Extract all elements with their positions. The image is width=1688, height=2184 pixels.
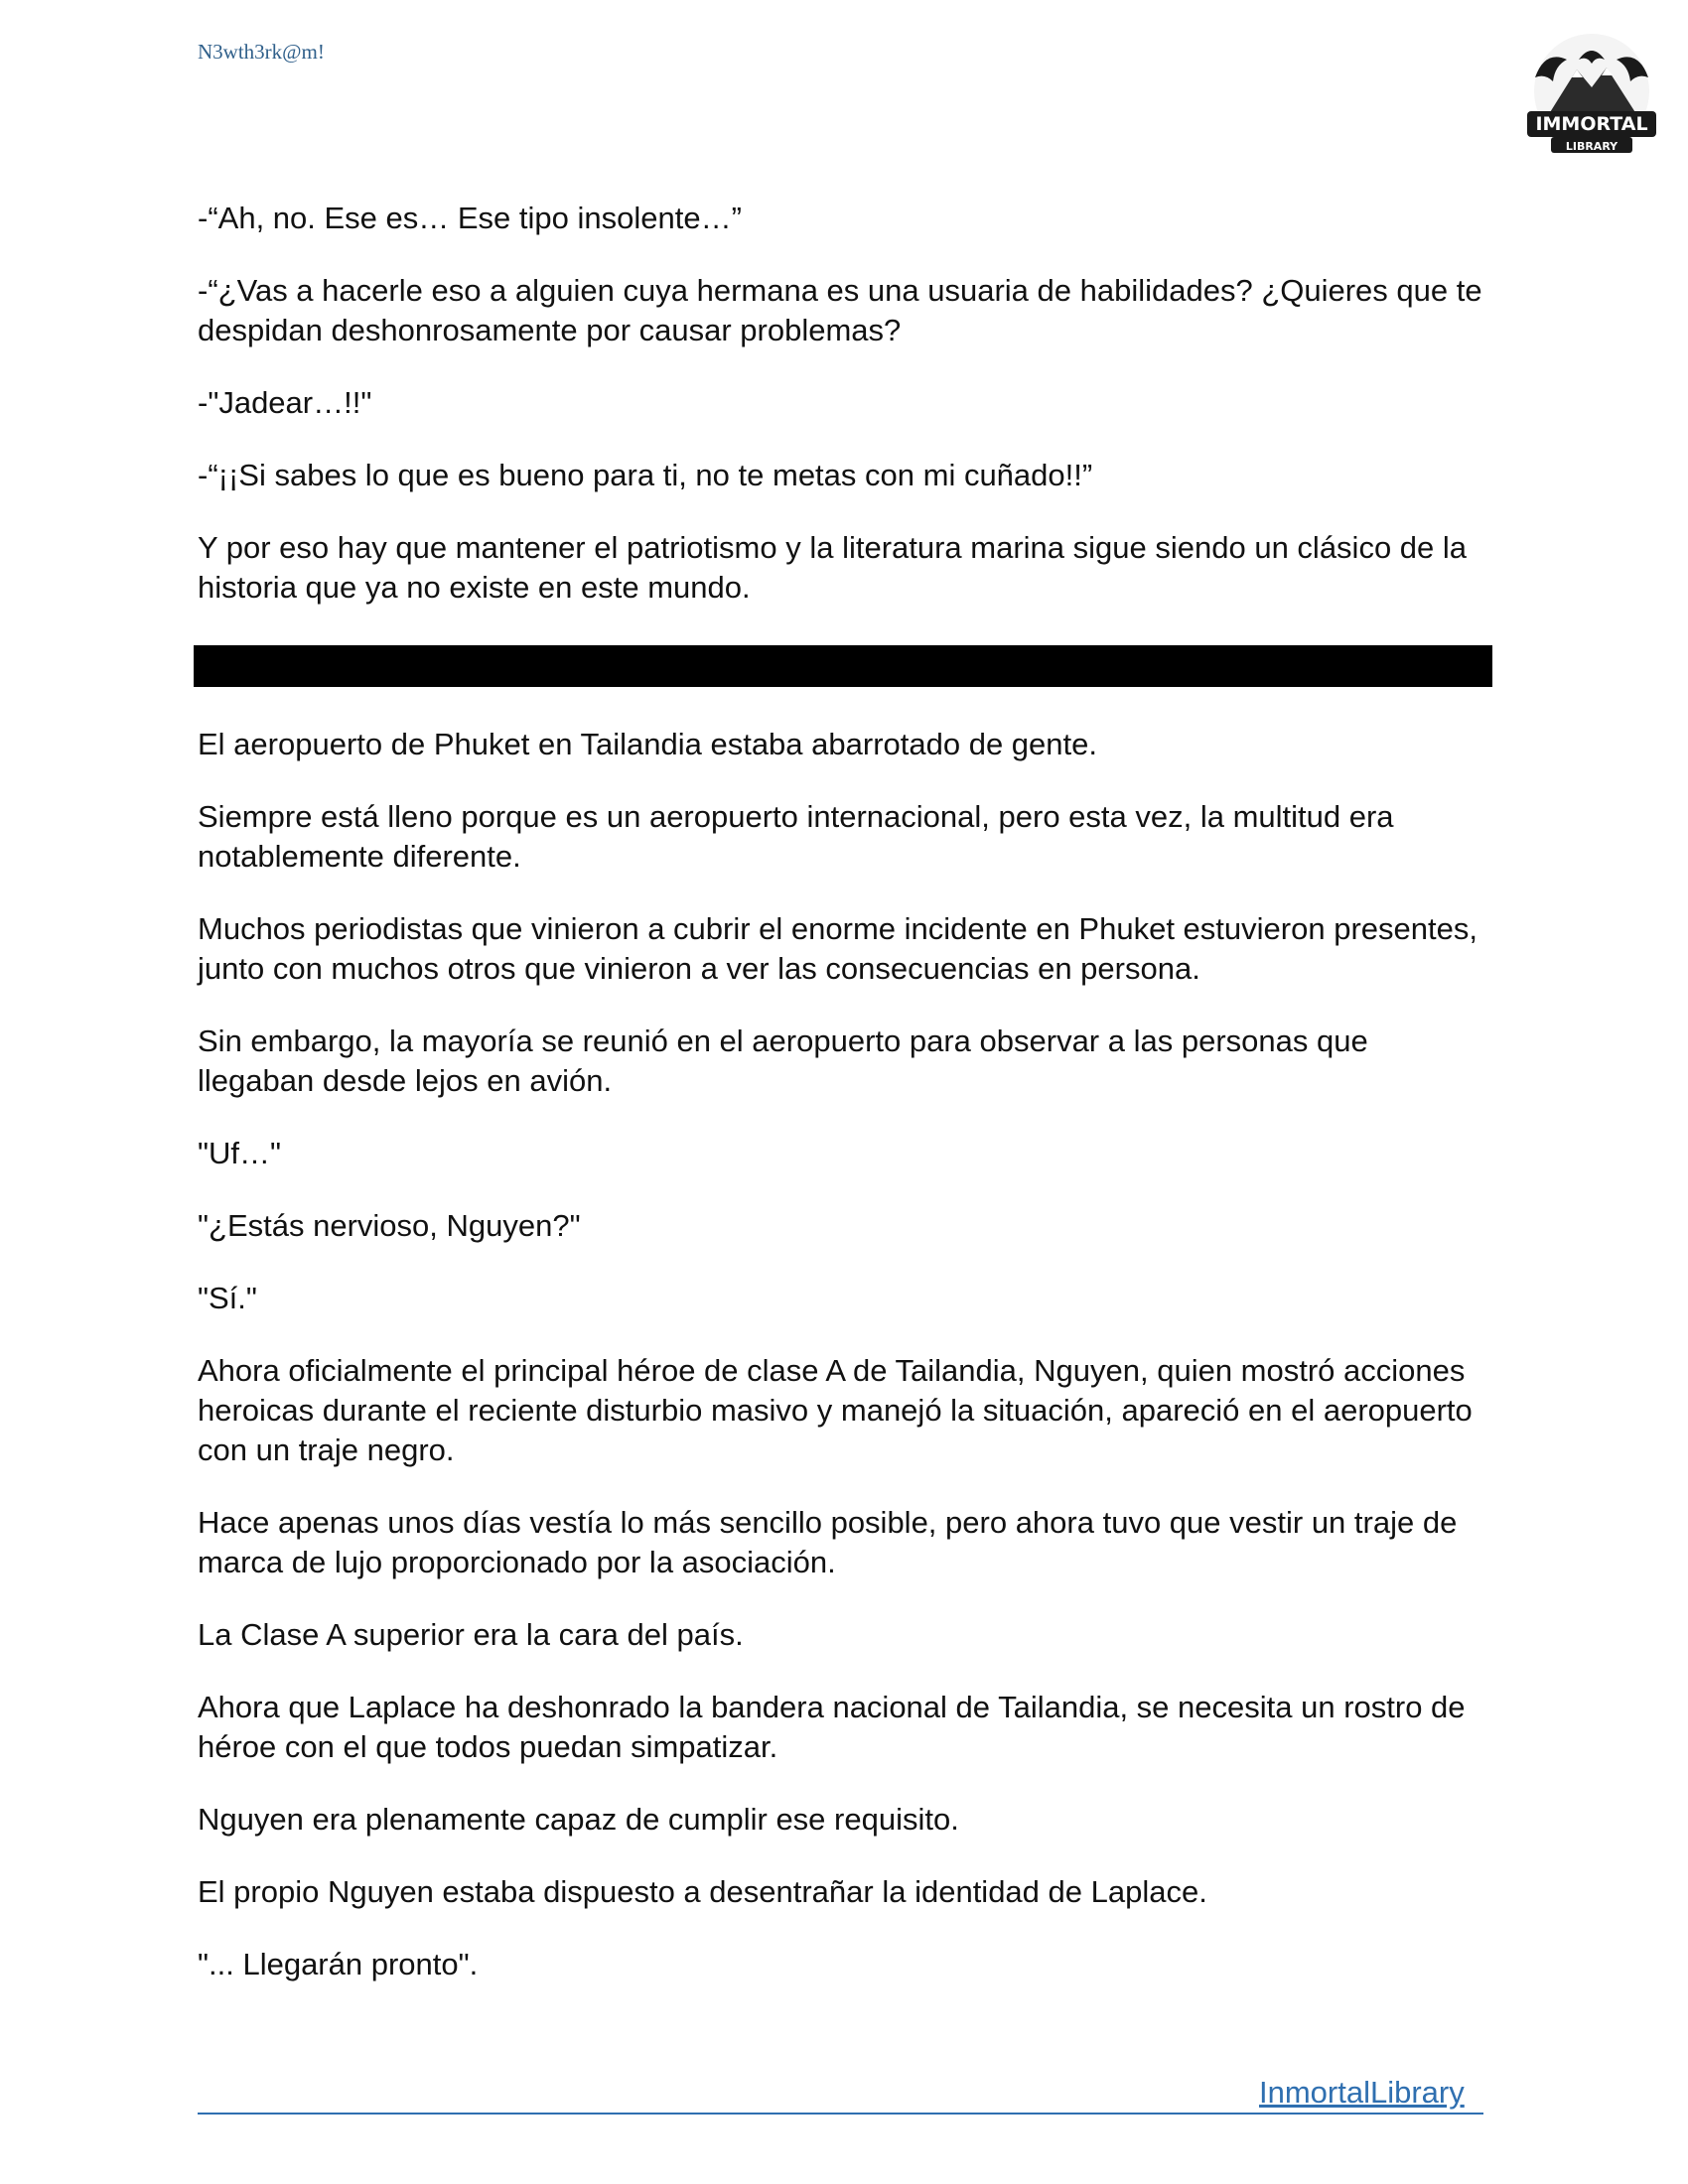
logo-line2: LIBRARY	[1565, 140, 1618, 153]
paragraph: -“Ah, no. Ese es… Ese tipo insolente…”	[198, 201, 742, 235]
paragraph: El aeropuerto de Phuket en Tailandia estaba abarrotado de gente.	[198, 727, 1097, 761]
paragraph: La Clase A superior era la cara del país.	[198, 1617, 744, 1652]
paragraph: Siempre está lleno porque es un aeropuerto internacional, pero esta vez, la multitud era notablemente diferente.	[198, 799, 1394, 874]
logo-line1: IMMORTAL	[1535, 113, 1648, 135]
paragraph: Y por eso hay que mantener el patriotismo y la literatura marina sigue siendo un clásico de la historia que ya no existe en este mundo.	[198, 530, 1468, 605]
paragraph: El propio Nguyen estaba dispuesto a desentrañar la identidad de Laplace.	[198, 1874, 1207, 1909]
paragraph: "Sí."	[198, 1281, 257, 1315]
paragraph: Nguyen era plenamente capaz de cumplir ese requisito.	[198, 1802, 959, 1837]
document-body	[198, 199, 1488, 2017]
footer-link[interactable]: InmortalLibrary	[1259, 2075, 1465, 2110]
footer-rule	[198, 2113, 1483, 2115]
paragraph: -“¿Vas a hacerle eso a alguien cuya hermana es una usuaria de habilidades? ¿Quieres que te despidan deshonrosamente por causar problemas?	[198, 273, 1482, 347]
paragraph: Muchos periodistas que vinieron a cubrir el enorme incidente en Phuket estuvieron presentes, junto con muchos otros que vinieron a ver las consecuencias en persona.	[198, 911, 1477, 986]
paragraph: "Uf…"	[198, 1136, 282, 1170]
paragraph: Hace apenas unos días vestía lo más sencillo posible, pero ahora tuvo que vestir un traje de marca de lujo proporcionado por la asociación.	[198, 1505, 1458, 1579]
paragraph: Ahora que Laplace ha deshonrado la bandera nacional de Tailandia, se necesita un rostro de héroe con el que todos puedan simpatizar.	[198, 1690, 1466, 1764]
paragraph: "¿Estás nervioso, Nguyen?"	[198, 1208, 581, 1243]
paragraph: Sin embargo, la mayoría se reunió en el aeropuerto para observar a las personas que llegaban desde lejos en avión.	[198, 1024, 1368, 1098]
paragraph: "... Llegarán pronto".	[198, 1947, 479, 1981]
immortal-library-logo	[1517, 30, 1666, 169]
paragraph: Ahora oficialmente el principal héroe de clase A de Tailandia, Nguyen, quien mostró acciones heroicas durante el reciente disturbio masivo y manejó la situación, apareció en el aeropuerto con un traje negro.	[198, 1353, 1473, 1467]
section-separator	[194, 645, 1492, 687]
paragraph: -“¡¡Si sabes lo que es bueno para ti, no te metas con mi cuñado!!”	[198, 458, 1093, 492]
paragraph: -"Jadear…!!"	[198, 385, 372, 420]
header-tag: N3wth3rk@m!	[198, 40, 325, 64]
